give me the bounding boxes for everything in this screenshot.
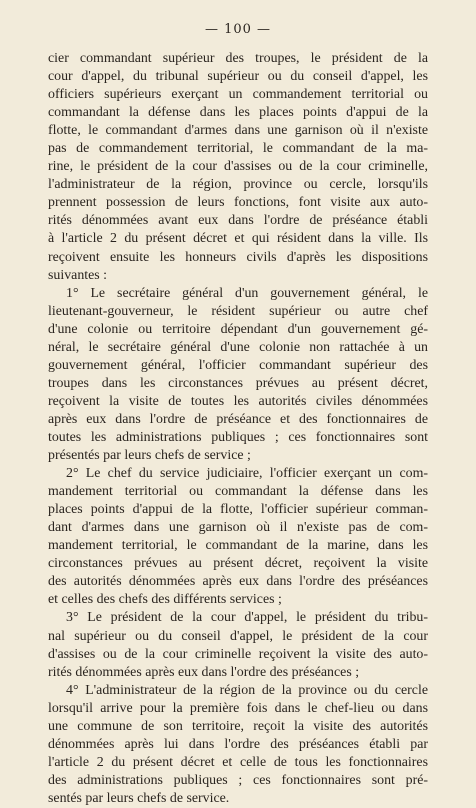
text-line: sentés par leurs chefs de service. bbox=[48, 790, 230, 806]
text-line: l'administrateur de la région, province ou cercle, lorsqu'ils bbox=[48, 177, 428, 193]
text-line: cier commandant supérieur des troupes, le président de la bbox=[48, 51, 428, 66]
text-line: circonstances prévues au présent décret, reçoivent la visite bbox=[48, 556, 428, 572]
text-line: rine, le président de la cour d'assises ou de la cour criminelle, bbox=[48, 159, 428, 175]
text-line: d'une colonie ou territoire dépendant d'un gouvernement gé- bbox=[48, 321, 428, 337]
text-line: 4° L'administrateur de la région de la province ou du cercle bbox=[66, 682, 428, 698]
text-line: une commune de son territoire, reçoit la visite des autorités bbox=[48, 718, 428, 734]
text-line: officiers supérieurs exerçant un commandement territorial ou bbox=[48, 87, 428, 103]
text-line: d'assises ou de la cour criminelle reçoivent la visite des auto- bbox=[48, 646, 428, 662]
text-line: 3° Le président de la cour d'appel, le président du tribu- bbox=[66, 610, 428, 626]
text-line: 2° Le chef du service judiciaire, l'officier exerçant un com- bbox=[66, 466, 428, 482]
text-line: et celles des chefs des différents services ; bbox=[48, 592, 282, 608]
text-line: reçoivent la visite de toutes les autorités civiles dénommées bbox=[48, 393, 428, 409]
text-line: des autorités dénommées après eux dans l'ordre des préséances bbox=[48, 574, 428, 590]
text-line: prennent possession de leurs fonctions, font visite aux auto- bbox=[48, 195, 428, 211]
text-line: mandement territorial ou commandant la défense dans les bbox=[48, 484, 428, 500]
text-line: cour d'appel, du tribunal supérieur ou du conseil d'appel, les bbox=[48, 69, 428, 85]
text-line: lieutenant-gouverneur, le résident supérieur ou autre chef bbox=[48, 303, 428, 319]
text-line: mandement territorial, le commandant de la marine, dans les bbox=[48, 538, 428, 554]
text-line: 1° Le secrétaire général d'un gouvernement général, le bbox=[66, 285, 428, 301]
text-line: commandant la défense dans les places points d'appui de la bbox=[48, 105, 428, 121]
text-line: lorsqu'il arrive pour la première fois dans le chef-lieu ou dans bbox=[48, 700, 428, 716]
text-line: suivantes : bbox=[48, 267, 108, 283]
text-line: rités dénommées avant eux dans l'ordre de préséance établi bbox=[48, 213, 428, 229]
page-number: — 100 — bbox=[204, 22, 272, 37]
text-line: gouvernement général, l'officier commandant supérieur des bbox=[48, 357, 428, 373]
text-line: dant d'armes dans une garnison où il n'existe pas de com- bbox=[48, 520, 428, 536]
text-line: dénommées après lui dans l'ordre des préséances établi par bbox=[48, 736, 428, 752]
text-line: flotte, le commandant d'armes dans une garnison où il n'existe bbox=[48, 123, 428, 139]
text-line: l'article 2 du présent décret et celle de tous les fonctionnaires bbox=[48, 754, 428, 770]
text-line: après eux dans l'ordre de préséance et des fonctionnaires de bbox=[48, 411, 428, 427]
text-line: nal supérieur ou du conseil d'appel, le président de la cour bbox=[48, 628, 428, 644]
text-line: des administrations publiques ; ces fonctionnaires sont pré- bbox=[48, 772, 428, 788]
text-line: troupes dans les circonstances prévues au présent décret, bbox=[48, 375, 428, 391]
text-line: à l'article 2 du présent décret et qui résident dans la ville. Ils bbox=[48, 231, 428, 247]
text-line: places points d'appui de la flotte, l'officier supérieur comman- bbox=[48, 502, 428, 518]
text-line: néral, le secrétaire général d'une colonie non rattachée à un bbox=[48, 339, 428, 355]
text-line: rités dénommées après eux dans l'ordre des préséances ; bbox=[48, 664, 360, 680]
text-line: reçoivent ensuite les honneurs civils d'après les dispositions bbox=[48, 249, 428, 265]
text-line: pas de commandement territorial, le commandant de la ma- bbox=[48, 141, 428, 157]
body-text bbox=[48, 50, 428, 808]
text-line: toutes les administrations publiques ; ces fonctionnaires sont bbox=[48, 429, 428, 445]
text-line: présentés par leurs chefs de service ; bbox=[48, 448, 251, 464]
